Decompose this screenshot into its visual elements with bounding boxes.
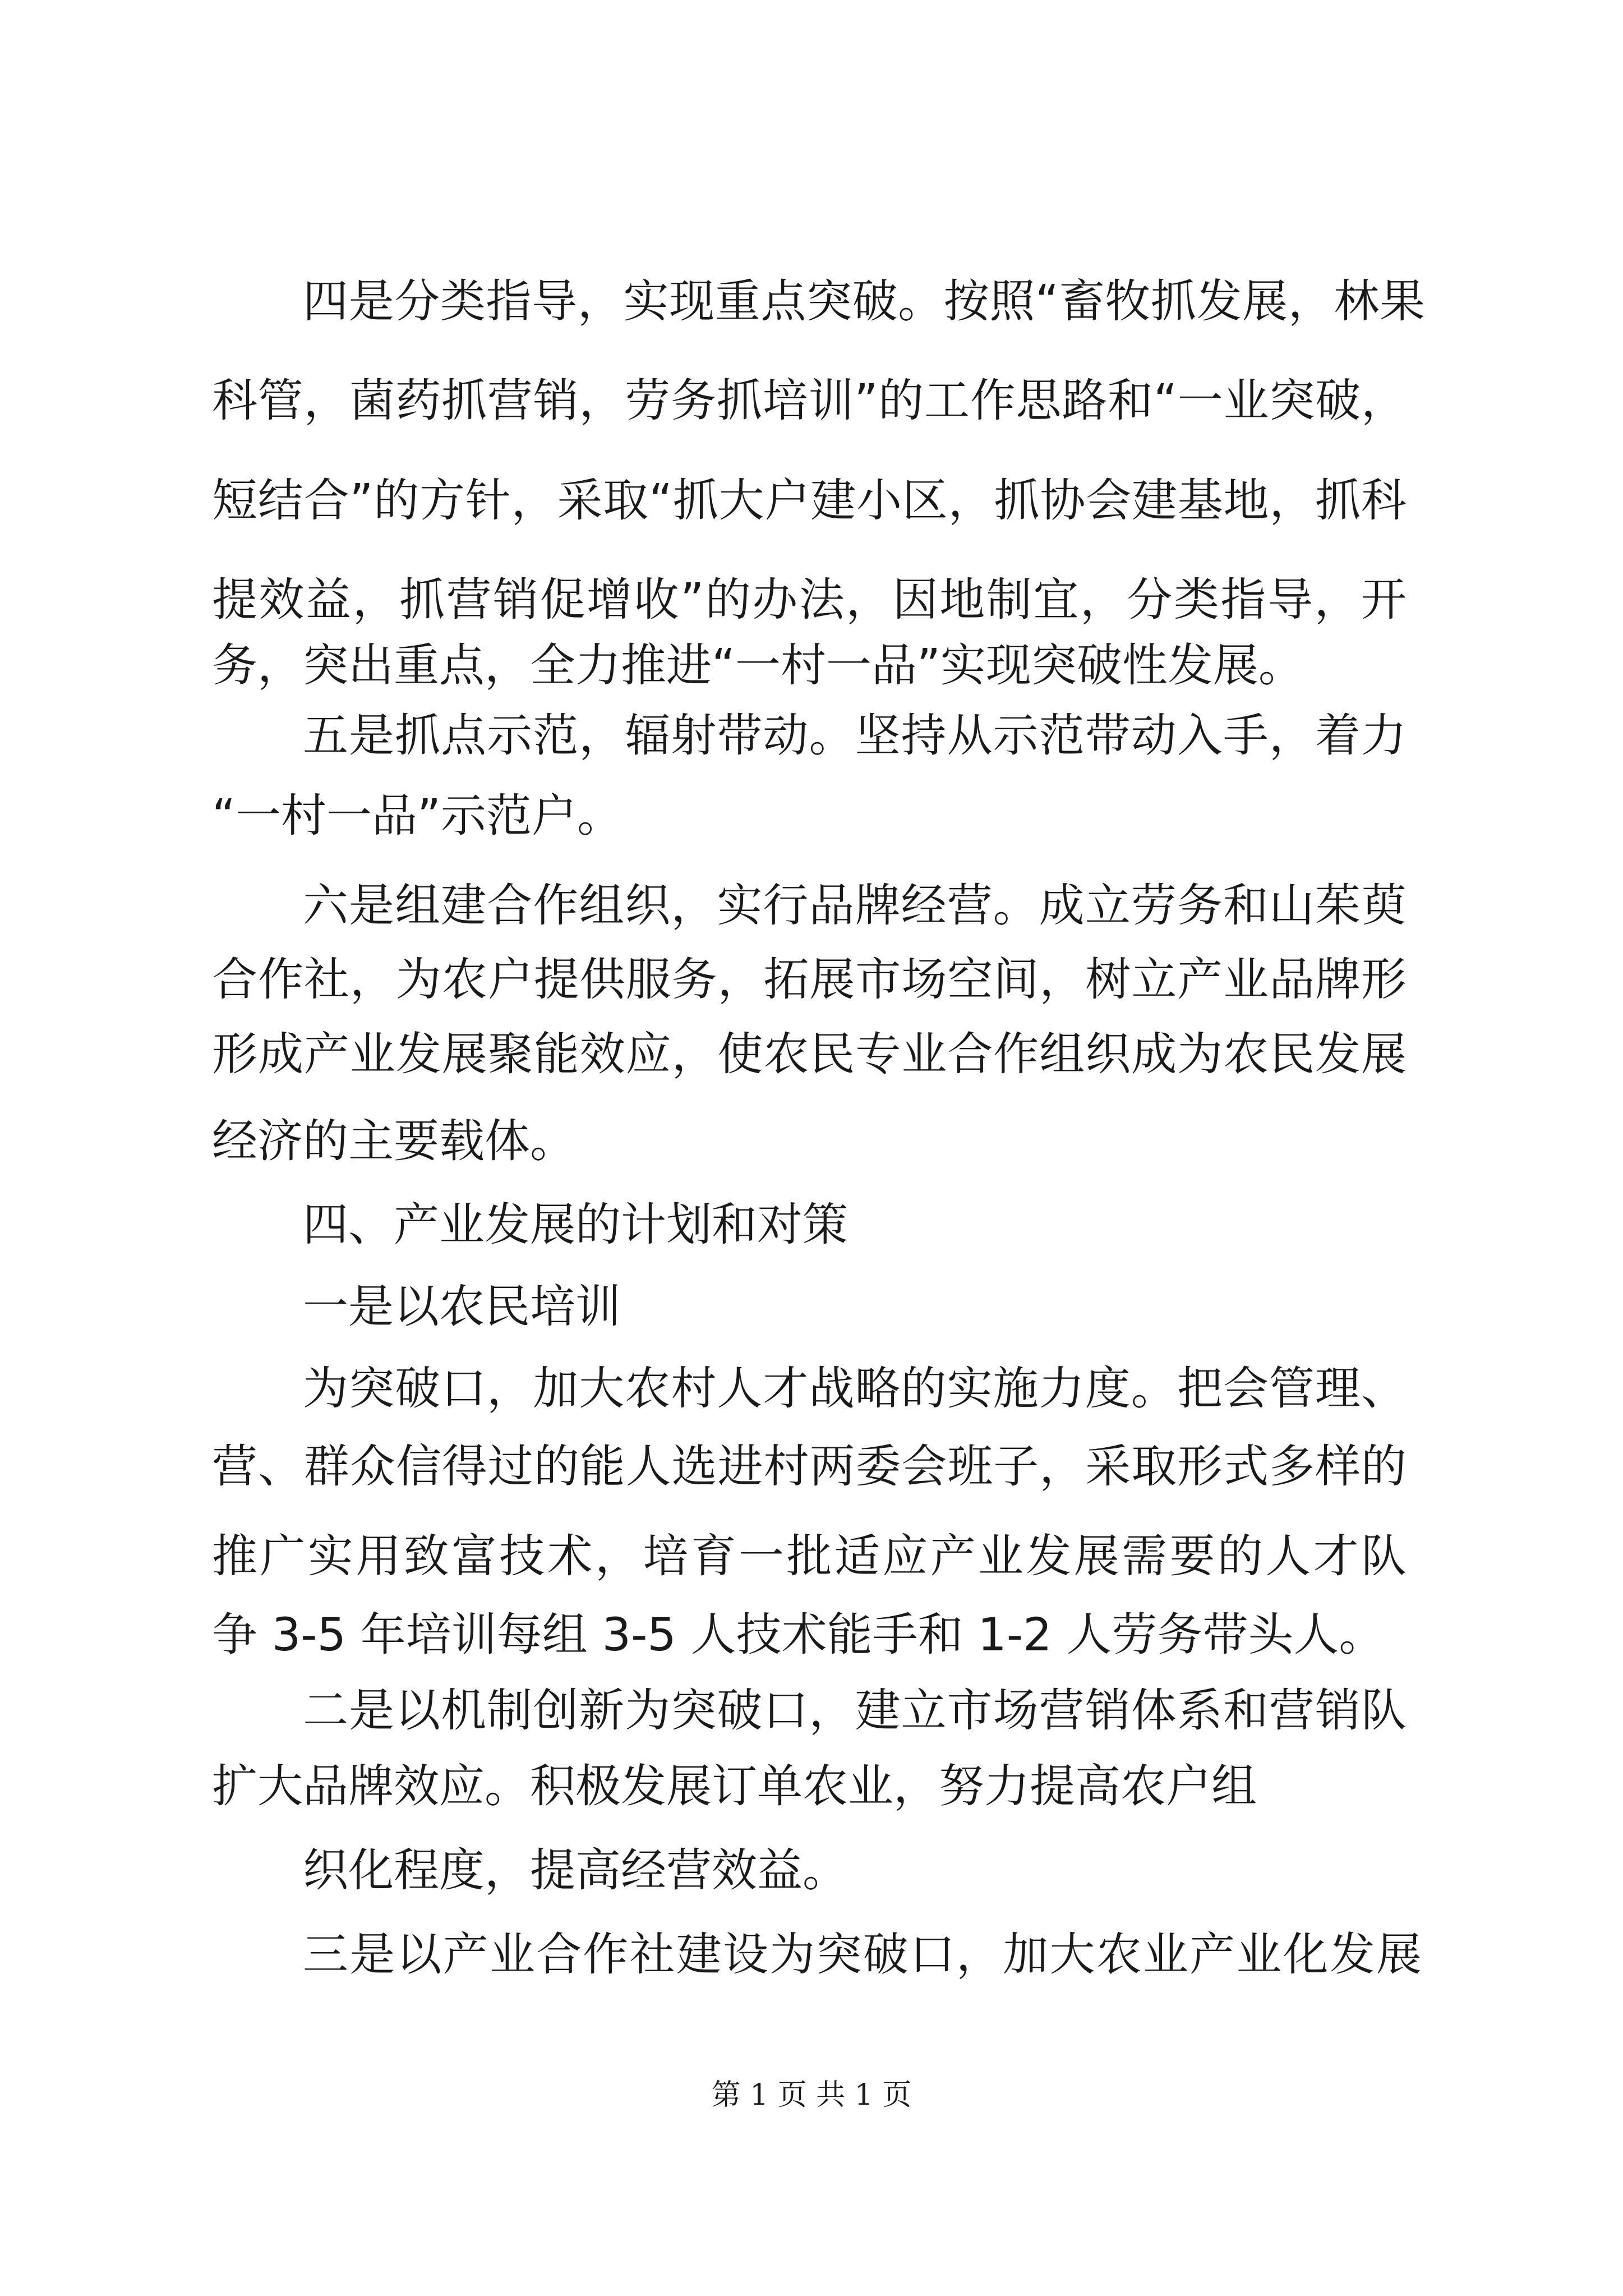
text-line: 营、群众信得过的能人选进村两委会班子，采取形式多样的: [212, 1441, 1407, 1493]
text-line: 经济的主要载体。: [212, 1115, 576, 1168]
text-line: 争 3-5 年培训每组 3-5 人技术能手和 1-2 人劳务带头人。: [212, 1609, 1385, 1662]
section-heading: 四、产业发展的计划和对策: [303, 1199, 849, 1251]
text-line: 织化程度，提高经营效益。: [303, 1844, 849, 1897]
text-line: 为突破口，加大农村人才战略的实施力度。把会管理、: [303, 1363, 1407, 1415]
text-line: 三是以产业合作社建设为突破口，加大农业产业化发展: [303, 1929, 1422, 1981]
text-line: 提效益，抓营销促增收”的办法，因地制宜，分类指导，开: [212, 574, 1407, 627]
text-line: 六是组建合作组织，实行品牌经营。成立劳务和山茱萸: [303, 880, 1407, 932]
text-line: “一村一品”示范户。: [212, 790, 623, 843]
text-line: 短结合”的方针，采取“抓大户建小区，抓协会建基地，抓科: [212, 475, 1407, 527]
text-line: 四是分类指导，实现重点突破。按照“畜牧抓发展，林果: [303, 275, 1425, 328]
text-line: 二是以机制创新为突破口，建立市场营销体系和营销队: [303, 1685, 1407, 1737]
text-line: 一是以农民培训: [303, 1281, 621, 1333]
page-footer: 第 1 页 共 1 页: [711, 2078, 912, 2112]
text-line: 五是抓点示范，辐射带动。坚持从示范带动入手，着力: [303, 710, 1407, 762]
text-line: 务，突出重点，全力推进“一村一品”实现突破性发展。: [212, 639, 1304, 692]
text-line: 合作社，为农户提供服务，拓展市场空间，树立产业品牌形: [212, 954, 1407, 1006]
text-line: 扩大品牌效应。积极发展订单农业，努力提高农户组: [212, 1760, 1257, 1813]
text-line: 形成产业发展聚能效应，使农民专业合作组织成为农民发展: [212, 1028, 1407, 1081]
text-line: 科管，菌药抓营销，劳务抓培训”的工作思路和“一业突破，: [212, 375, 1407, 427]
text-line: 推广实用致富技术，培育一批适应产业发展需要的人才队: [212, 1530, 1407, 1583]
